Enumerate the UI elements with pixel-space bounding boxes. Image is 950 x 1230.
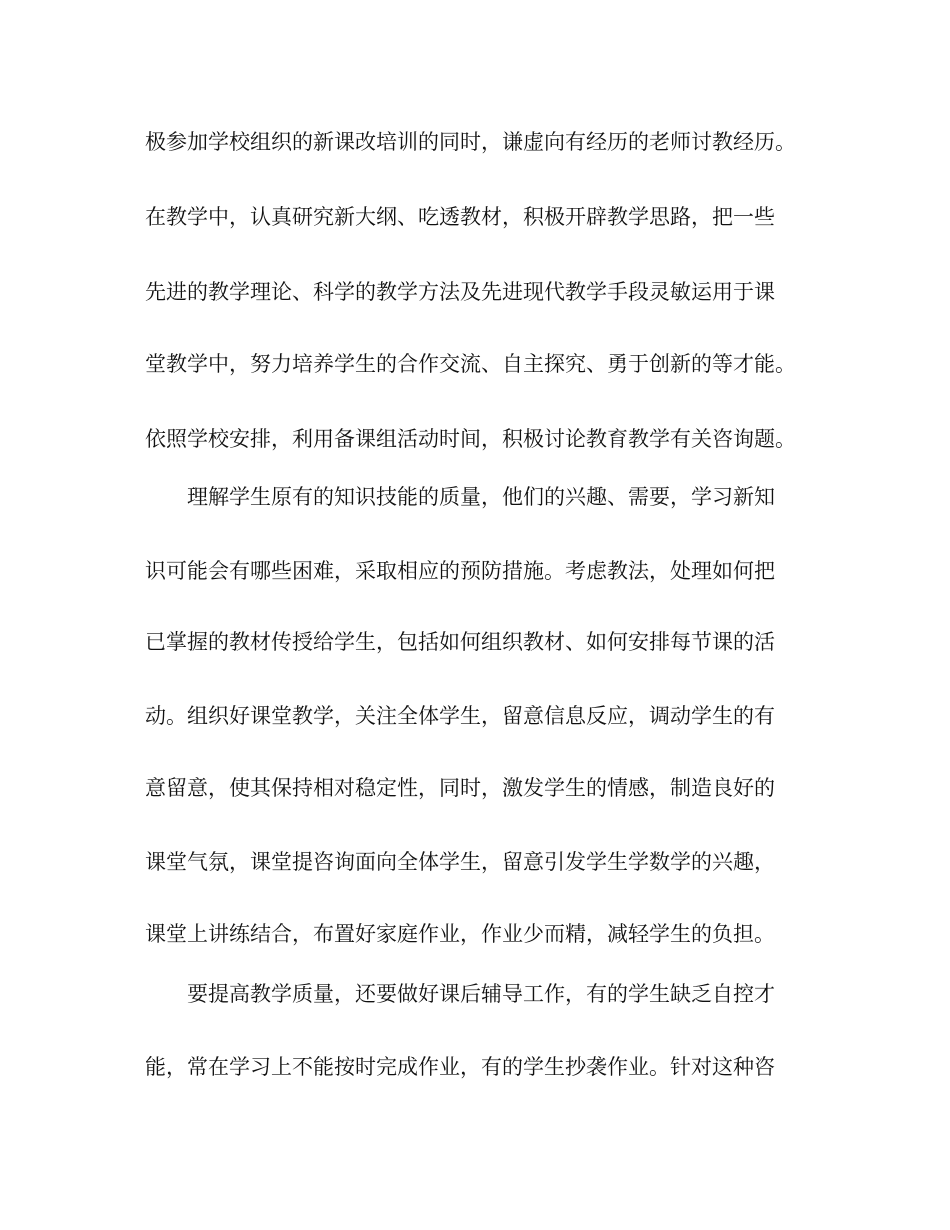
text-line: 能，常在学习上不能按时完成作业，有的学生抄袭作业。针对这种咨 (145, 1055, 775, 1079)
text-line: 课堂上讲练结合，布置好家庭作业，作业少而精，减轻学生的负担。 (145, 922, 775, 946)
text-line: 堂教学中，努力培养学生的合作交流、自主探究、勇于创新的等才能。 (145, 352, 796, 376)
text-line: 在教学中，认真研究新大纲、吃透教材，积极开辟教学思路，把一些 (145, 205, 775, 229)
text-line: 先进的教学理论、科学的教学方法及先进现代教学手段灵敏运用于课 (145, 280, 775, 304)
text-line: 意留意，使其保持相对稳定性，同时，激发学生的情感，制造良好的 (145, 776, 775, 800)
text-line: 依照学校安排，利用备课组活动时间，积极讨论教育教学有关咨询题。 (145, 427, 796, 451)
text-line: 动。组织好课堂教学，关注全体学生，留意信息反应，调动学生的有 (145, 704, 775, 728)
text-line: 已掌握的教材传授给学生，包括如何组织教材、如何安排每节课的活 (145, 630, 775, 654)
paragraph-first-line: 要提高教学质量，还要做好课后辅导工作，有的学生缺乏自控才 (187, 982, 775, 1006)
paragraph-first-line: 理解学生原有的知识技能的质量，他们的兴趣、需要，学习新知 (187, 485, 775, 509)
text-line: 课堂气氛，课堂提咨询面向全体学生，留意引发学生学数学的兴趣， (145, 850, 775, 874)
text-line: 极参加学校组织的新课改培训的同时，谦虚向有经历的老师讨教经历。 (145, 130, 796, 154)
text-line: 识可能会有哪些困难，采取相应的预防措施。考虑教法，处理如何把 (145, 559, 775, 583)
